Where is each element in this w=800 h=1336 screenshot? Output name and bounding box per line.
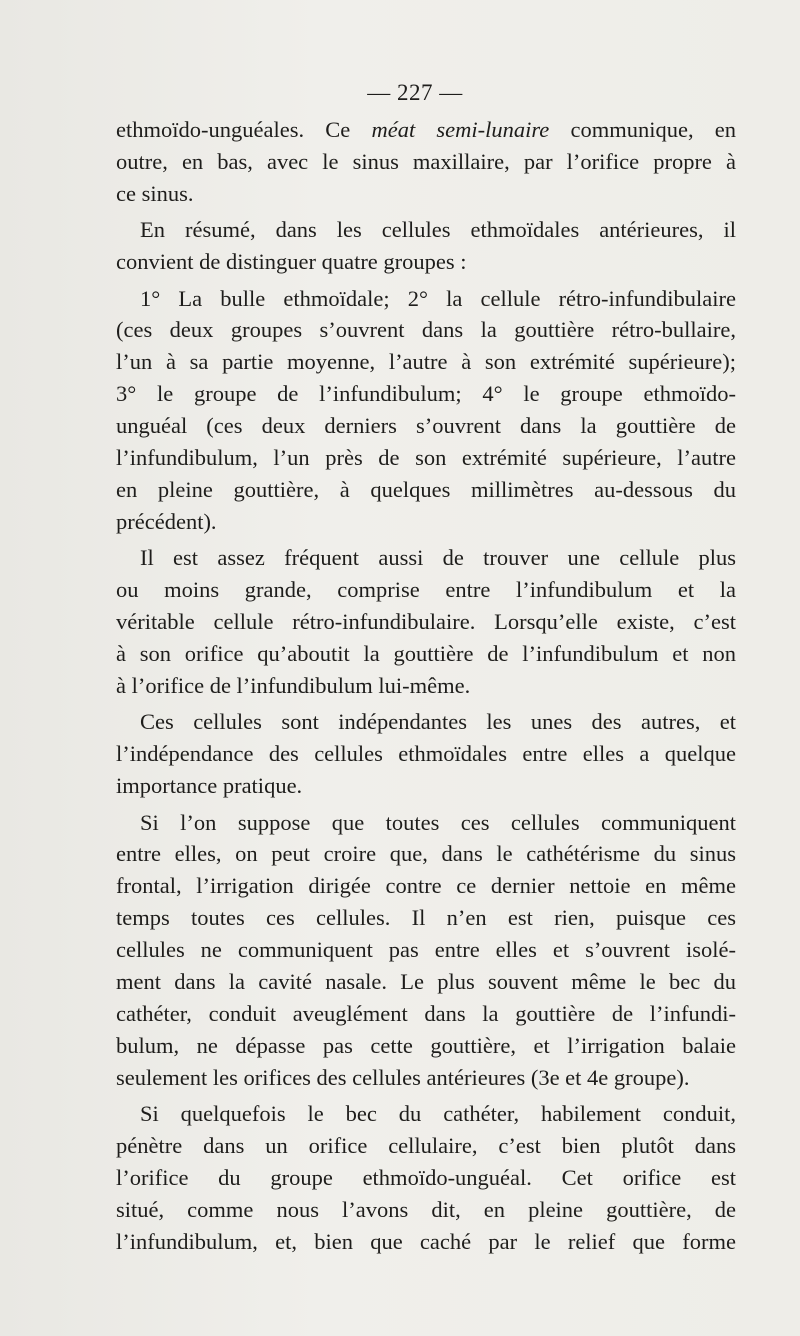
text-line: ment dans la cavité nasale. Le plus souvent même le bec du [116, 969, 736, 995]
text-line: à son orifice qu’aboutit la gouttière de l’infundibulum et non [116, 641, 736, 666]
text-line: unguéal (ces deux derniers s’ouvrent dans la gouttière de [116, 413, 736, 439]
italic-term: méat semi-lunaire [371, 117, 550, 142]
page-number: — 227 — [367, 80, 463, 105]
paragraph-1 [116, 114, 736, 210]
text-line: l’infundibulum, l’un près de son extrémité supérieure, l’autre [116, 445, 736, 471]
text-line: En résumé, dans les cellules ethmoïdales antérieures, il [140, 217, 736, 243]
text-line: temps toutes ces cellules. Il n’en est rien, puisque ces [116, 905, 736, 931]
body-text [116, 114, 736, 1262]
paragraph-3 [116, 283, 736, 538]
text-line: l’infundibulum, et, bien que caché par le relief que forme [116, 1228, 736, 1254]
text-line: précédent). [116, 508, 217, 534]
text-line: Si l’on suppose que toutes ces cellules communiquent [140, 809, 736, 835]
text-line: l’indépendance des cellules ethmoïdales entre elles a quelque [116, 741, 736, 767]
text-line: Si quelquefois le bec du cathéter, habilement conduit, [140, 1101, 736, 1127]
text-line: (ces deux groupes s’ouvrent dans la gouttière rétro-bullaire, [116, 317, 736, 343]
text-line: pénètre dans un orifice cellulaire, c’est bien plutôt dans [116, 1133, 736, 1159]
text-line: Il est assez fréquent aussi de trouver une cellule plus [140, 545, 736, 571]
paragraph-4 [116, 542, 736, 702]
paragraph-6 [116, 807, 736, 1094]
text-line: Ces cellules sont indépendantes les unes des autres, et [140, 709, 736, 735]
text-line: 3° le groupe de l’infundibulum; 4° le groupe ethmoïdo- [116, 381, 736, 407]
text-line: seulement les orifices des cellules antérieures (3e et 4e groupe). [116, 1064, 690, 1090]
text-line: ethmoïdo-unguéales. Ce méat semi-lunaire communique, en [116, 117, 736, 142]
text-line: entre elles, on peut croire que, dans le cathétérisme du sinus [116, 841, 736, 867]
paragraph-2 [116, 214, 736, 278]
text-line: frontal, l’irrigation dirigée contre ce dernier nettoie en même [116, 873, 736, 899]
paragraph-7 [116, 1098, 736, 1258]
text-line: l’un à sa partie moyenne, l’autre à son extrémité supérieure); [116, 349, 736, 375]
text-line: cellules ne communiquent pas entre elles et s’ouvrent isolé- [116, 937, 736, 963]
text-line: convient de distinguer quatre groupes : [116, 249, 467, 275]
text-line: ou moins grande, comprise entre l’infundibulum et la [116, 577, 736, 603]
text-line: situé, comme nous l’avons dit, en pleine gouttière, de [116, 1196, 736, 1222]
text-line: 1° La bulle ethmoïdale; 2° la cellule rétro-infundibulaire [140, 285, 736, 311]
text-line: ce sinus. [116, 180, 194, 206]
text-line: l’orifice du groupe ethmoïdo-unguéal. Cet orifice est [116, 1165, 736, 1190]
text-line: importance pratique. [116, 773, 303, 799]
text-line: cathéter, conduit aveuglément dans la gouttière de l’infundi- [116, 1000, 736, 1026]
text-line: bulum, ne dépasse pas cette gouttière, et l’irrigation balaie [116, 1032, 736, 1058]
text-line: à l’orifice de l’infundibulum lui-même. [116, 672, 471, 698]
text-line: en pleine gouttière, à quelques millimètres au-dessous du [116, 476, 736, 502]
paragraph-5 [116, 706, 736, 802]
text-line: outre, en bas, avec le sinus maxillaire, par l’orifice propre à [116, 148, 736, 174]
text-line: véritable cellule rétro-infundibulaire. Lorsqu’elle existe, c’est [116, 609, 736, 635]
